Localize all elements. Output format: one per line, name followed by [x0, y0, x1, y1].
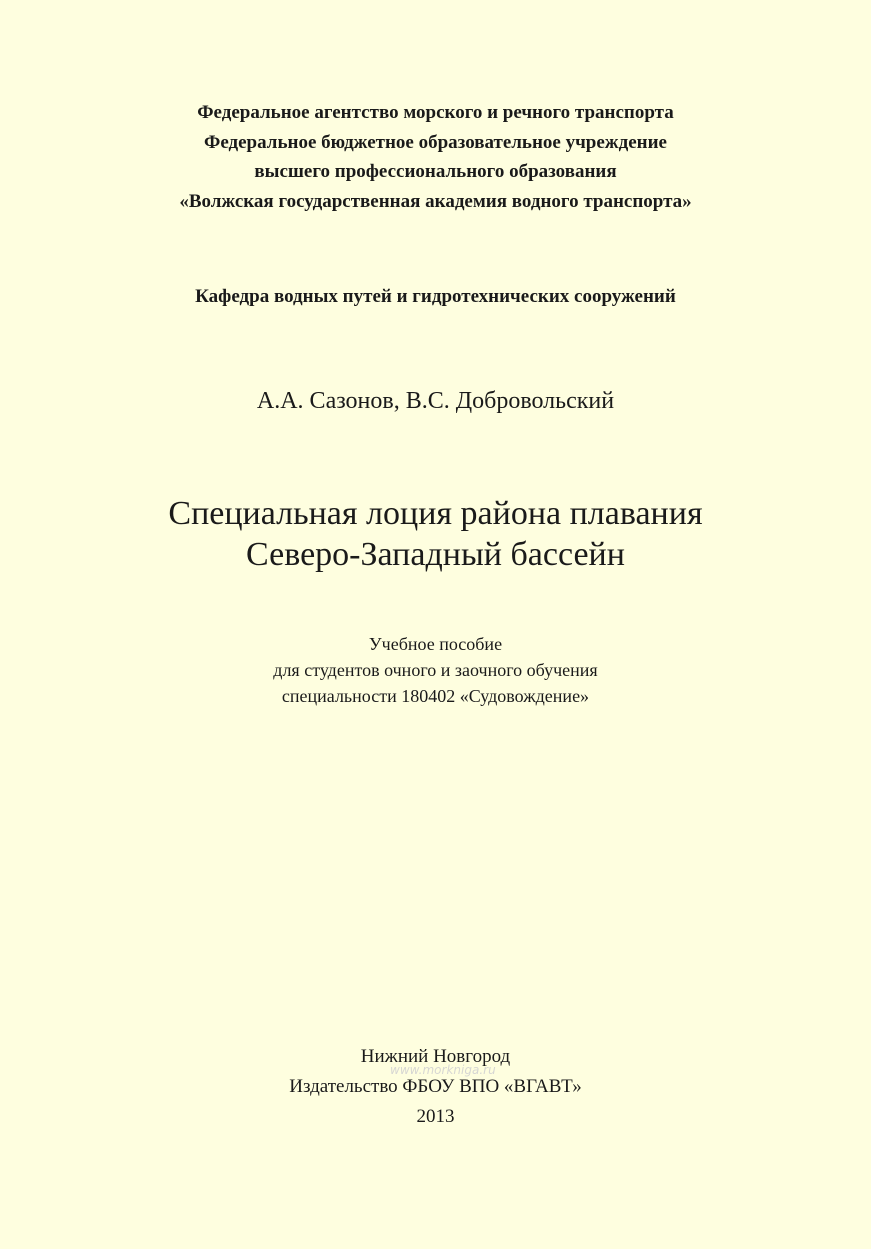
imprint-publisher: Издательство ФБОУ ВПО «ВГАВТ»	[289, 1076, 582, 1097]
department-name: Кафедра водных путей и гидротехнических сооружений	[195, 286, 676, 307]
header-line-institution-type: Федеральное бюджетное образовательное учреждение	[204, 131, 667, 153]
header-line-agency: Федеральное агентство морского и речного транспорта	[197, 102, 674, 123]
imprint-city: Нижний Новгород	[360, 1046, 511, 1067]
header-line-academy-name: «Волжская государственная академия водного транспорта»	[179, 190, 692, 212]
institution-header	[0, 98, 871, 216]
imprint	[0, 1042, 871, 1132]
subtitle-line-type: Учебное пособие	[368, 634, 503, 654]
header-line-education-level: высшего профессионального образования	[254, 161, 617, 182]
authors: А.А. Сазонов, В.С. Добровольский	[256, 388, 615, 414]
book-title-line-1: Специальная лоция района плавания	[168, 495, 703, 532]
subtitle-line-audience: для студентов очного и заочного обучения	[273, 660, 598, 680]
book-title-line-2: Северо-Западный бассейн	[246, 536, 625, 573]
imprint-year: 2013	[416, 1106, 455, 1127]
watermark: www.morkniga.ru	[390, 1063, 496, 1077]
book-subtitle	[0, 631, 871, 709]
book-title	[0, 493, 871, 575]
subtitle-line-specialty: специальности 180402 «Судовождение»	[281, 686, 590, 706]
